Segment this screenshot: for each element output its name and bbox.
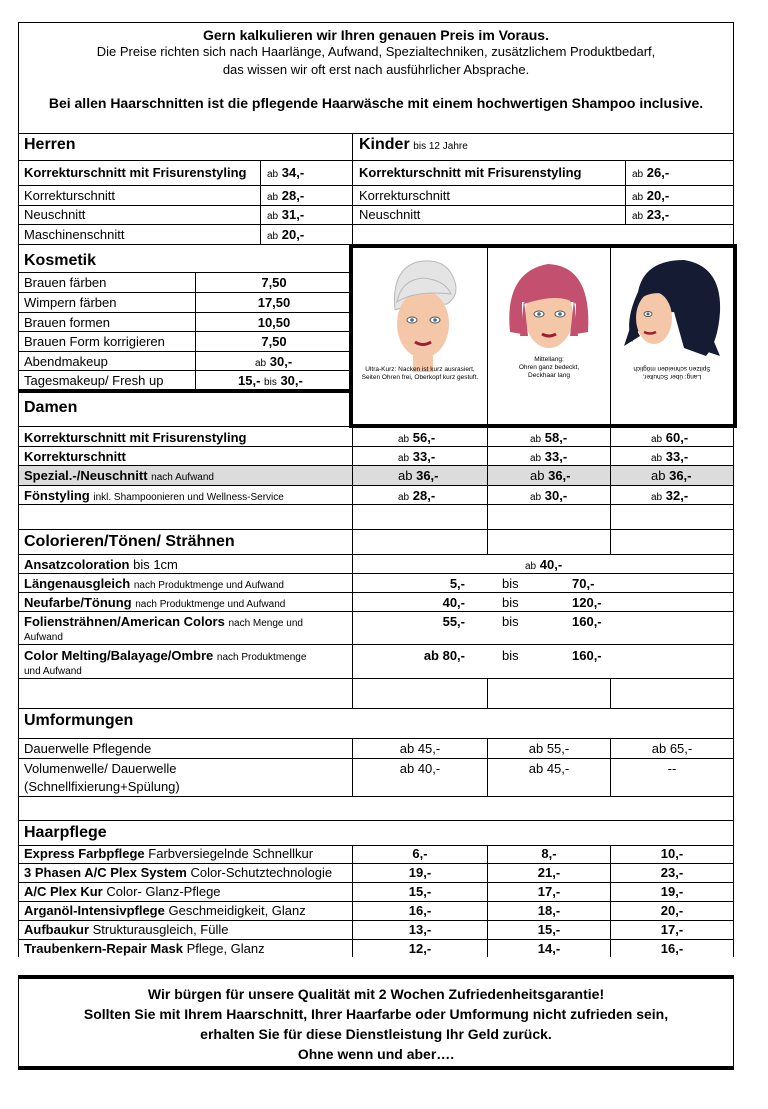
herren-title: Herren xyxy=(24,136,76,153)
pflege-price: 23,- xyxy=(660,865,684,880)
kinder-subtitle: bis 12 Jahre xyxy=(413,141,468,152)
ansatz-label: Ansatzcoloration bis 1cm xyxy=(24,557,178,572)
pflege-price: 8,- xyxy=(541,846,557,861)
damen-row-label: Korrekturschnitt mit Frisurenstyling xyxy=(24,430,247,445)
damen-price: ab 33,- xyxy=(398,449,436,464)
damen-price: ab 32,- xyxy=(651,488,689,503)
kinder-row-price: ab 20,- xyxy=(632,188,670,203)
color-row-note2: Aufwand xyxy=(24,632,63,643)
herren-row-price: ab 20,- xyxy=(267,227,305,242)
pflege-price: 12,- xyxy=(408,941,432,956)
kinder-row-price: ab 23,- xyxy=(632,207,670,222)
damen-price: ab 58,- xyxy=(530,430,568,445)
herren-row-label: Neuschnitt xyxy=(24,207,86,222)
pflege-row-label: Aufbaukur Strukturausgleich, Fülle xyxy=(24,922,229,937)
kinder-row-label: Neuschnitt xyxy=(359,207,421,222)
color-row-label: Neufarbe/Tönung nach Produktmenge und Aufwand xyxy=(24,595,286,610)
intro-line-4: Bei allen Haarschnitten ist die pflegende Haarwäsche mit einem hochwertigen Shampoo inclusive. xyxy=(48,95,704,111)
pflege-price: 16,- xyxy=(408,903,432,918)
kosmetik-row-price: 7,50 xyxy=(261,334,287,349)
pflege-price: 17,- xyxy=(660,922,684,937)
haarpflege-title: Haarpflege xyxy=(24,824,107,841)
kosmetik-row-label: Tagesmakeup/ Fresh up xyxy=(24,373,164,388)
intro-line-2: Die Preise richten sich nach Haarlänge, Aufwand, Spezialtechniken, zusätzlichem Produktbedarf, xyxy=(96,44,656,59)
pflege-price: 16,- xyxy=(660,941,684,956)
umform-price: -- xyxy=(667,761,677,776)
kosmetik-row-label: Abendmakeup xyxy=(24,354,108,369)
damen-price: ab 33,- xyxy=(530,449,568,464)
caption-short: Ultra-Kurz: Nacken ist kurz ausrasiert, Seiten Ohren frei, Oberkopf kurz gestuft. xyxy=(361,366,479,381)
guarantee-line-3: erhalten Sie für diese Dienstleistung Ihr Geld zurück. xyxy=(200,1026,552,1042)
pflege-price: 15,- xyxy=(408,884,432,899)
color-row-to: 120,- xyxy=(572,595,602,610)
kosmetik-title: Kosmetik xyxy=(24,252,97,269)
herren-row-price: ab 31,- xyxy=(267,207,305,222)
damen-price: ab 60,- xyxy=(651,430,689,445)
haircut-long-image xyxy=(614,252,730,362)
umform-price: ab 55,- xyxy=(528,741,570,756)
color-row-from: 40,- xyxy=(442,595,465,610)
kinder-row-label: Korrekturschnitt mit Frisurenstyling xyxy=(359,165,582,180)
kosmetik-row-price: 15,- bis 30,- xyxy=(238,373,303,388)
color-row-bis: bis xyxy=(502,614,519,629)
intro-line-3: das wissen wir oft erst nach ausführlicher Absprache. xyxy=(222,62,530,77)
herren-row-label: Korrekturschnitt mit Frisurenstyling xyxy=(24,165,247,180)
umform-price: ab 45,- xyxy=(528,761,570,776)
pflege-price: 15,- xyxy=(537,922,561,937)
pflege-price: 20,- xyxy=(660,903,684,918)
kosmetik-row-price: ab 30,- xyxy=(255,354,293,369)
damen-title: Damen xyxy=(24,399,78,416)
kinder-row-label: Korrekturschnitt xyxy=(359,188,451,203)
damen-price: ab 36,- xyxy=(651,468,692,483)
guarantee-line-1: Wir bürgen für unsere Qualität mit 2 Wochen Zufriedenheitsgarantie! xyxy=(147,986,605,1002)
color-row-bis: bis xyxy=(502,595,519,610)
kosmetik-row-price: 17,50 xyxy=(257,295,291,310)
pflege-price: 6,- xyxy=(412,846,428,861)
kosmetik-row-price: 7,50 xyxy=(261,275,287,290)
damen-row-label: Korrekturschnitt xyxy=(24,449,126,464)
kosmetik-row-label: Brauen färben xyxy=(24,275,107,290)
intro-line-1: Gern kalkulieren wir Ihren genauen Preis im Voraus. xyxy=(203,27,549,43)
herren-row-label: Korrekturschnitt xyxy=(24,188,116,203)
colorieren-title: Colorieren/Tönen/ Strähnen xyxy=(24,533,235,550)
caption-medium: Mittellang: Ohren ganz bedeckt, Deckhaar lang xyxy=(518,356,580,379)
pflege-price: 13,- xyxy=(408,922,432,937)
color-row-label: Foliensträhnen/American Colors nach Menge und xyxy=(24,614,303,629)
color-row-to: 160,- xyxy=(572,648,602,663)
damen-price: ab 33,- xyxy=(651,449,689,464)
color-row-from: ab 80,- xyxy=(423,648,465,663)
umform-row-label: Dauerwelle Pflegende xyxy=(24,741,152,756)
damen-price: ab 36,- xyxy=(398,468,439,483)
umform-price: ab 40,- xyxy=(399,761,441,776)
damen-price: ab 56,- xyxy=(398,430,436,445)
pflege-price: 21,- xyxy=(537,865,561,880)
damen-price: ab 30,- xyxy=(530,488,568,503)
kosmetik-row-label: Wimpern färben xyxy=(24,295,117,310)
color-row-note2: und Aufwand xyxy=(24,666,82,677)
pflege-price: 10,- xyxy=(660,846,684,861)
damen-price: ab 36,- xyxy=(530,468,571,483)
kosmetik-row-price: 10,50 xyxy=(257,315,291,330)
pflege-price: 18,- xyxy=(537,903,561,918)
damen-row-label: Spezial.-/Neuschnitt nach Aufwand xyxy=(24,468,214,483)
ansatz-price: ab 40,- xyxy=(525,557,563,572)
color-row-from: 55,- xyxy=(442,614,465,629)
haircut-short-image xyxy=(355,252,485,380)
pflege-price: 17,- xyxy=(537,884,561,899)
haircut-medium-image xyxy=(490,252,608,362)
herren-row-price: ab 28,- xyxy=(267,188,305,203)
pflege-price: 19,- xyxy=(408,865,432,880)
umform-price: ab 65,- xyxy=(651,741,693,756)
color-row-bis: bis xyxy=(502,576,519,591)
color-row-to: 160,- xyxy=(572,614,602,629)
kinder-title-text: Kinder xyxy=(359,136,410,153)
kinder-title xyxy=(359,137,468,155)
damen-price: ab 28,- xyxy=(398,488,436,503)
damen-row-label: Fönstyling inkl. Shampoonieren und Wellness-Service xyxy=(24,488,284,503)
face xyxy=(636,292,672,344)
umform-price: ab 45,- xyxy=(399,741,441,756)
pflege-row-label: A/C Plex Kur Color- Glanz-Pflege xyxy=(24,884,221,899)
pflege-price: 14,- xyxy=(537,941,561,956)
umform-row-label2: (Schnellfixierung+Spülung) xyxy=(24,779,180,794)
guarantee-line-2: Sollten Sie mit Ihrem Haarschnitt, Ihrer Haarfarbe oder Umformung nicht zufrieden sein, xyxy=(83,1006,669,1022)
color-row-bis: bis xyxy=(502,648,519,663)
face xyxy=(397,290,449,358)
color-row-from: 5,- xyxy=(449,576,465,591)
pflege-row-label: Traubenkern-Repair Mask Pflege, Glanz xyxy=(24,941,265,956)
pflege-row-label: Arganöl-Intensivpflege Geschmeidigkeit, Glanz xyxy=(24,903,306,918)
umform-row-label: Volumenwelle/ Dauerwelle xyxy=(24,761,177,776)
herren-row-price: ab 34,- xyxy=(267,165,305,180)
herren-row-label: Maschinenschnitt xyxy=(24,227,125,242)
color-row-label: Längenausgleich nach Produktmenge und Aufwand xyxy=(24,576,284,591)
caption-long: Lang: über Schulter, Spitzen schneiden möglich xyxy=(633,365,711,380)
color-row-label: Color Melting/Balayage/Ombre nach Produktmenge xyxy=(24,648,307,663)
kosmetik-row-label: Brauen Form korrigieren xyxy=(24,334,165,349)
kinder-row-price: ab 26,- xyxy=(632,165,670,180)
pflege-price: 19,- xyxy=(660,884,684,899)
table-left-border xyxy=(18,133,19,957)
color-row-to: 70,- xyxy=(572,576,595,591)
kosmetik-row-label: Brauen formen xyxy=(24,315,110,330)
umformungen-title: Umformungen xyxy=(24,712,134,729)
pflege-row-label: 3 Phasen A/C Plex System Color-Schutztechnologie xyxy=(24,865,333,880)
pflege-row-label: Express Farbpflege Farbversiegelnde Schnellkur xyxy=(24,846,314,861)
guarantee-line-4: Ohne wenn und aber…. xyxy=(297,1046,455,1062)
